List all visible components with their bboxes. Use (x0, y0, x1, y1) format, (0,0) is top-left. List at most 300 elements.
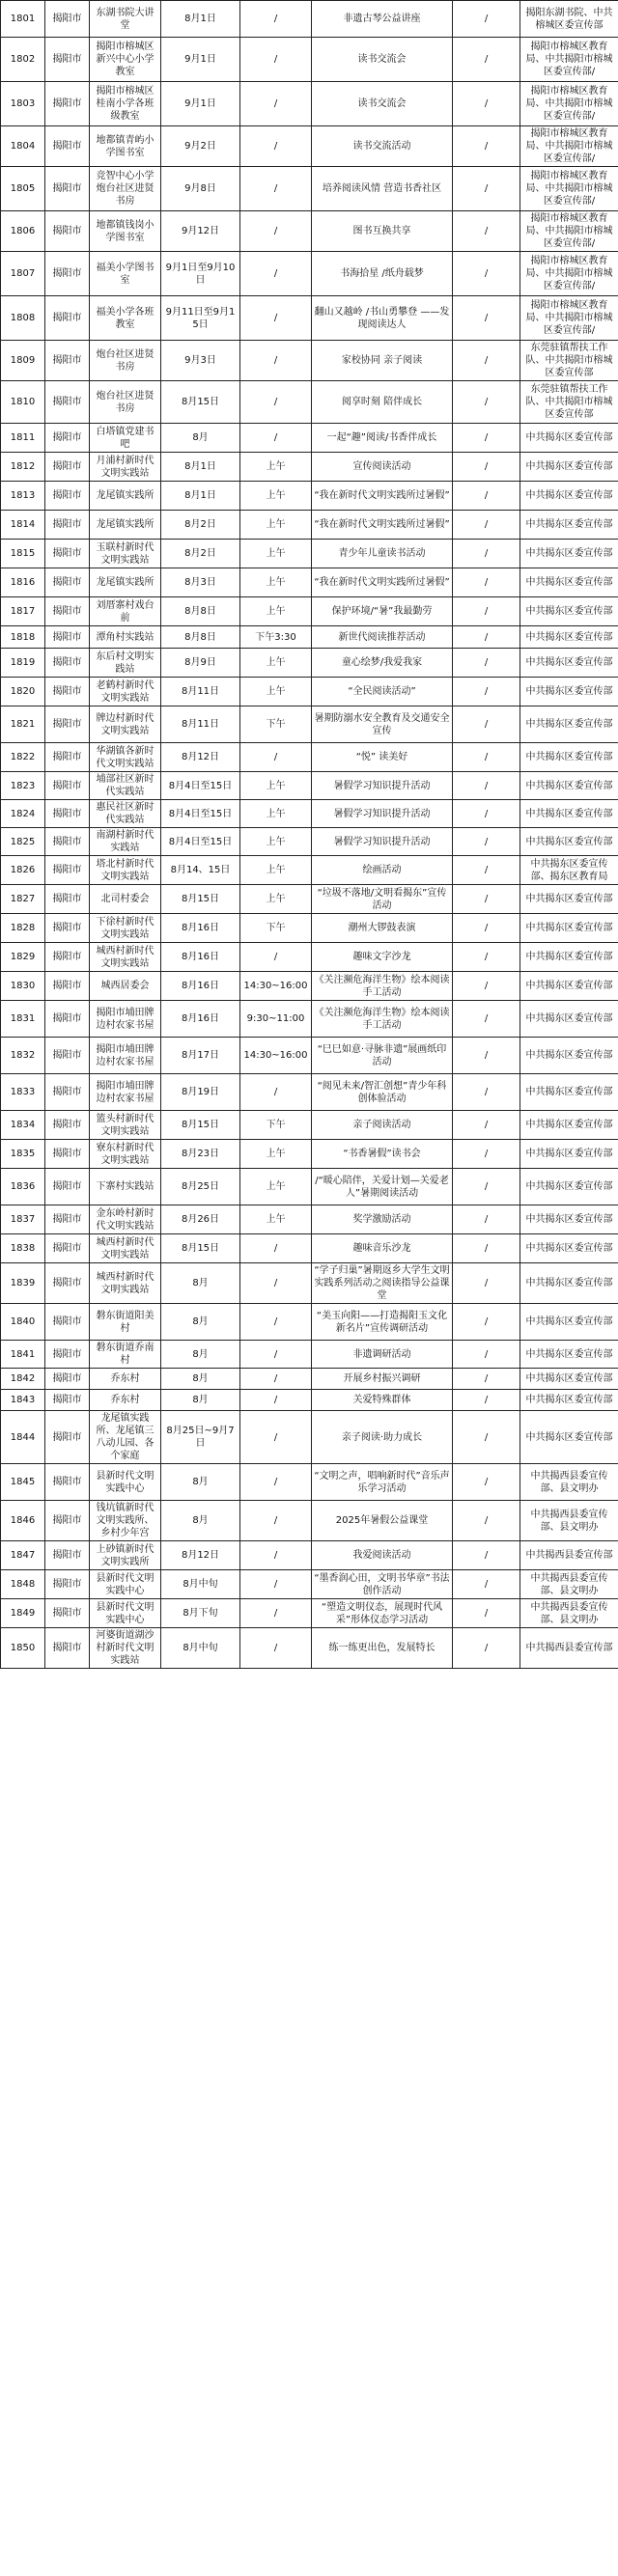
cell-time: / (240, 1501, 312, 1541)
cell-org: 东莞驻镇帮扶工作队、中共揭阳市榕城区委宣传部 (520, 341, 618, 381)
cell-date: 8月 (161, 1464, 240, 1501)
cell-name: 童心绘梦/我爱我家 (312, 649, 453, 678)
cell-name: “巳巳如意·寻脉非遗”展画纸印活动 (312, 1038, 453, 1074)
cell-city: 揭阳市 (45, 943, 90, 972)
cell-name: “文明之声，唱响新时代”音乐声乐学习活动 (312, 1464, 453, 1501)
table-row (1, 1038, 618, 1074)
cell-extra: / (453, 1074, 520, 1111)
cell-name: “塑造文明仪态，展现时代风采”形体仪态学习活动 (312, 1599, 453, 1628)
cell-num: 1836 (1, 1169, 45, 1205)
cell-place: 城西村新时代文明实践站 (90, 1263, 161, 1304)
table-row (1, 540, 618, 568)
cell-name: 保护环境/“暑”我最勤劳 (312, 597, 453, 626)
cell-num: 1802 (1, 38, 45, 82)
cell-date: 8月中旬 (161, 1570, 240, 1599)
cell-num: 1848 (1, 1570, 45, 1599)
cell-place: 上砂镇新时代文明实践所 (90, 1541, 161, 1570)
cell-name: 读书交流活动 (312, 126, 453, 167)
cell-place: 磐东街道乔南村 (90, 1341, 161, 1369)
cell-num: 1813 (1, 482, 45, 511)
cell-date: 8月26日 (161, 1205, 240, 1234)
cell-num: 1815 (1, 540, 45, 568)
cell-time: 上午 (240, 649, 312, 678)
cell-city: 揭阳市 (45, 1169, 90, 1205)
cell-name: 暑假学习知识提升活动 (312, 800, 453, 828)
cell-city: 揭阳市 (45, 649, 90, 678)
table-row (1, 167, 618, 211)
table-row (1, 381, 618, 424)
cell-name: 2025年暑假公益课堂 (312, 1501, 453, 1541)
cell-extra: / (453, 800, 520, 828)
cell-place: 埔部社区新时代实践站 (90, 772, 161, 800)
cell-name: 练一练更出色，发展特长 (312, 1628, 453, 1669)
cell-place: 金东岭村新时代文明实践站 (90, 1205, 161, 1234)
cell-num: 1841 (1, 1341, 45, 1369)
cell-date: 8月19日 (161, 1074, 240, 1111)
cell-date: 9月8日 (161, 167, 240, 211)
cell-place: 东湖书院大讲堂 (90, 1, 161, 38)
table-row (1, 1599, 618, 1628)
table-row (1, 1411, 618, 1464)
cell-time: 上午 (240, 568, 312, 597)
cell-extra: / (453, 211, 520, 252)
cell-num: 1809 (1, 341, 45, 381)
cell-date: 8月25日 (161, 1169, 240, 1205)
cell-time: 上午 (240, 885, 312, 914)
cell-date: 9月12日 (161, 211, 240, 252)
cell-name: “阅见未来/智汇创想”青少年科创体验活动 (312, 1074, 453, 1111)
cell-name: 奖学激励活动 (312, 1205, 453, 1234)
table-row (1, 1074, 618, 1111)
cell-org: 中共揭东区委宣传部 (520, 1140, 618, 1169)
cell-date: 8月15日 (161, 1234, 240, 1263)
cell-org: 揭阳市榕城区教育局、中共揭阳市榕城区委宣传部/ (520, 82, 618, 126)
cell-name: 宣传阅读活动 (312, 453, 453, 482)
table-row (1, 211, 618, 252)
cell-num: 1849 (1, 1599, 45, 1628)
cell-extra: / (453, 1234, 520, 1263)
table-row (1, 341, 618, 381)
cell-num: 1803 (1, 82, 45, 126)
cell-num: 1811 (1, 424, 45, 453)
cell-extra: / (453, 1599, 520, 1628)
cell-city: 揭阳市 (45, 424, 90, 453)
cell-time: / (240, 1390, 312, 1411)
table-row (1, 1341, 618, 1369)
cell-city: 揭阳市 (45, 211, 90, 252)
cell-city: 揭阳市 (45, 540, 90, 568)
cell-time: / (240, 1599, 312, 1628)
table-row (1, 743, 618, 772)
cell-name: “书香暑假”读书会 (312, 1140, 453, 1169)
cell-date: 8月12日 (161, 1541, 240, 1570)
cell-city: 揭阳市 (45, 800, 90, 828)
cell-org: 中共揭东区委宣传部 (520, 743, 618, 772)
cell-place: 南湖村新时代实践站 (90, 828, 161, 856)
cell-name: 关爱特殊群体 (312, 1390, 453, 1411)
cell-time: 上午 (240, 453, 312, 482)
cell-num: 1814 (1, 511, 45, 540)
cell-extra: / (453, 1464, 520, 1501)
cell-city: 揭阳市 (45, 38, 90, 82)
cell-date: 8月 (161, 1390, 240, 1411)
cell-num: 1829 (1, 943, 45, 972)
cell-date: 8月中旬 (161, 1628, 240, 1669)
cell-place: 华湖镇各新时代文明实践站 (90, 743, 161, 772)
cell-org: 中共揭西县委宣传部、县文明办 (520, 1501, 618, 1541)
table-row (1, 828, 618, 856)
cell-name: 非遗古琴公益讲座 (312, 1, 453, 38)
cell-org: 揭阳市榕城区教育局、中共揭阳市榕城区委宣传部/ (520, 126, 618, 167)
cell-num: 1823 (1, 772, 45, 800)
cell-date: 9月1日 (161, 82, 240, 126)
cell-place: 炮台社区进贤书房 (90, 341, 161, 381)
cell-extra: / (453, 1001, 520, 1038)
cell-num: 1833 (1, 1074, 45, 1111)
cell-name: 图书互换共享 (312, 211, 453, 252)
cell-place: 乔东村 (90, 1369, 161, 1390)
cell-org: 中共揭西县委宣传部、县文明办 (520, 1599, 618, 1628)
cell-date: 9月1日 (161, 38, 240, 82)
cell-place: 白塔镇党建书吧 (90, 424, 161, 453)
cell-city: 揭阳市 (45, 1205, 90, 1234)
cell-extra: / (453, 1111, 520, 1140)
cell-num: 1828 (1, 914, 45, 943)
cell-org: 中共揭东区委宣传部 (520, 453, 618, 482)
cell-num: 1810 (1, 381, 45, 424)
cell-city: 揭阳市 (45, 828, 90, 856)
cell-city: 揭阳市 (45, 1599, 90, 1628)
cell-date: 8月11日 (161, 678, 240, 706)
table-row (1, 1570, 618, 1599)
cell-city: 揭阳市 (45, 1390, 90, 1411)
cell-date: 8月 (161, 1341, 240, 1369)
cell-num: 1826 (1, 856, 45, 885)
cell-date: 8月23日 (161, 1140, 240, 1169)
cell-place: 下徐村新时代文明实践站 (90, 914, 161, 943)
cell-city: 揭阳市 (45, 1341, 90, 1369)
cell-time: / (240, 943, 312, 972)
cell-name: “学子归巢”暑期返乡大学生文明实践系列活动之阅读指导公益课堂 (312, 1263, 453, 1304)
cell-extra: / (453, 885, 520, 914)
cell-time: / (240, 1464, 312, 1501)
cell-extra: / (453, 1341, 520, 1369)
table-row (1, 772, 618, 800)
cell-time: / (240, 252, 312, 296)
cell-city: 揭阳市 (45, 511, 90, 540)
table-row (1, 424, 618, 453)
cell-city: 揭阳市 (45, 678, 90, 706)
table-row (1, 1234, 618, 1263)
cell-name: 阅享时刻 陪伴成长 (312, 381, 453, 424)
cell-extra: / (453, 972, 520, 1001)
cell-time: / (240, 341, 312, 381)
cell-date: 8月16日 (161, 1001, 240, 1038)
cell-num: 1845 (1, 1464, 45, 1501)
cell-city: 揭阳市 (45, 772, 90, 800)
cell-org: 中共揭东区委宣传部 (520, 1390, 618, 1411)
cell-place: 炮台社区进贤书房 (90, 381, 161, 424)
cell-org: 中共揭东区委宣传部 (520, 597, 618, 626)
cell-num: 1822 (1, 743, 45, 772)
cell-org: 中共揭东区委宣传部 (520, 885, 618, 914)
cell-num: 1808 (1, 296, 45, 341)
table-row (1, 1263, 618, 1304)
table-row (1, 706, 618, 743)
cell-num: 1805 (1, 167, 45, 211)
cell-city: 揭阳市 (45, 482, 90, 511)
cell-city: 揭阳市 (45, 1111, 90, 1140)
cell-name: “美玉向阳——打造揭阳玉文化新名片”宣传调研活动 (312, 1304, 453, 1341)
cell-num: 1817 (1, 597, 45, 626)
cell-org: 中共揭东区委宣传部 (520, 482, 618, 511)
cell-num: 1819 (1, 649, 45, 678)
cell-time: / (240, 296, 312, 341)
cell-org: 中共揭东区委宣传部 (520, 772, 618, 800)
cell-city: 揭阳市 (45, 296, 90, 341)
cell-num: 1850 (1, 1628, 45, 1669)
cell-extra: / (453, 381, 520, 424)
cell-extra: / (453, 568, 520, 597)
cell-name: “垃圾不落地/文明看揭东”宣传活动 (312, 885, 453, 914)
table-row (1, 1501, 618, 1541)
table-row (1, 1304, 618, 1341)
cell-city: 揭阳市 (45, 1628, 90, 1669)
cell-num: 1844 (1, 1411, 45, 1464)
cell-date: 8月1日 (161, 1, 240, 38)
cell-date: 8月16日 (161, 943, 240, 972)
cell-time: 下午 (240, 914, 312, 943)
cell-date: 9月2日 (161, 126, 240, 167)
cell-date: 8月 (161, 1501, 240, 1541)
cell-place: 县新时代文明实践中心 (90, 1570, 161, 1599)
cell-org: 中共揭东区委宣传部 (520, 1369, 618, 1390)
cell-place: 县新时代文明实践中心 (90, 1464, 161, 1501)
cell-city: 揭阳市 (45, 252, 90, 296)
cell-org: 中共揭西县委宣传部 (520, 1628, 618, 1669)
cell-date: 8月4日至15日 (161, 800, 240, 828)
table-row (1, 800, 618, 828)
cell-num: 1812 (1, 453, 45, 482)
cell-city: 揭阳市 (45, 167, 90, 211)
cell-place: 揭阳市埔田牌边村农家书屋 (90, 1074, 161, 1111)
table-row (1, 885, 618, 914)
table-row (1, 1169, 618, 1205)
cell-city: 揭阳市 (45, 1570, 90, 1599)
cell-num: 1821 (1, 706, 45, 743)
cell-extra: / (453, 706, 520, 743)
cell-time: 下午3:30 (240, 626, 312, 649)
cell-time: / (240, 1, 312, 38)
cell-extra: / (453, 626, 520, 649)
cell-time: / (240, 1074, 312, 1111)
cell-org: 中共揭东区委宣传部 (520, 1111, 618, 1140)
cell-org: 中共揭东区委宣传部 (520, 568, 618, 597)
table-body (1, 1, 618, 1669)
cell-place: 钱坑镇新时代文明实践所、乡村少年宫 (90, 1501, 161, 1541)
cell-place: 老鹤村新时代文明实践站 (90, 678, 161, 706)
cell-time: 上午 (240, 540, 312, 568)
table-row (1, 126, 618, 167)
cell-time: 上午 (240, 678, 312, 706)
cell-name: 家校协同 亲子阅读 (312, 341, 453, 381)
cell-city: 揭阳市 (45, 914, 90, 943)
cell-city: 揭阳市 (45, 341, 90, 381)
table-row (1, 1, 618, 38)
cell-name: 暑假学习知识提升活动 (312, 828, 453, 856)
cell-extra: / (453, 1140, 520, 1169)
cell-place: 揭阳市埔田牌边村农家书屋 (90, 1001, 161, 1038)
cell-city: 揭阳市 (45, 1411, 90, 1464)
cell-name: 我爱阅读活动 (312, 1541, 453, 1570)
cell-date: 8月2日 (161, 540, 240, 568)
cell-time: / (240, 82, 312, 126)
cell-city: 揭阳市 (45, 82, 90, 126)
table-row (1, 38, 618, 82)
cell-num: 1825 (1, 828, 45, 856)
cell-place: 县新时代文明实践中心 (90, 1599, 161, 1628)
cell-extra: / (453, 828, 520, 856)
cell-date: 8月9日 (161, 649, 240, 678)
table-row (1, 1140, 618, 1169)
cell-extra: / (453, 1369, 520, 1390)
cell-name: 读书交流会 (312, 82, 453, 126)
cell-time: / (240, 743, 312, 772)
cell-extra: / (453, 453, 520, 482)
cell-name: 暑期防溺水安全教育及交通安全宣传 (312, 706, 453, 743)
cell-num: 1818 (1, 626, 45, 649)
cell-org: 中共揭东区委宣传部 (520, 649, 618, 678)
cell-org: 揭阳市榕城区教育局、中共揭阳市榕城区委宣传部/ (520, 38, 618, 82)
cell-extra: / (453, 424, 520, 453)
cell-name: 亲子阅读活动 (312, 1111, 453, 1140)
cell-city: 揭阳市 (45, 1304, 90, 1341)
cell-place: 城西村新时代文明实践站 (90, 943, 161, 972)
cell-city: 揭阳市 (45, 743, 90, 772)
cell-time: / (240, 424, 312, 453)
cell-org: 中共揭西县委宣传部 (520, 1541, 618, 1570)
cell-city: 揭阳市 (45, 972, 90, 1001)
cell-place: 北司村委会 (90, 885, 161, 914)
cell-extra: / (453, 1304, 520, 1341)
cell-org: 中共揭东区委宣传部 (520, 1205, 618, 1234)
cell-place: 竞智中心小学炮台社区进贤书房 (90, 167, 161, 211)
cell-time: / (240, 211, 312, 252)
cell-city: 揭阳市 (45, 597, 90, 626)
cell-date: 8月16日 (161, 972, 240, 1001)
cell-extra: / (453, 649, 520, 678)
cell-time: 上午 (240, 1205, 312, 1234)
cell-time: 上午 (240, 597, 312, 626)
cell-time: / (240, 1304, 312, 1341)
table-row (1, 1464, 618, 1501)
cell-time: 上午 (240, 772, 312, 800)
cell-num: 1843 (1, 1390, 45, 1411)
cell-org: 揭阳东湖书院、中共榕城区委宣传部 (520, 1, 618, 38)
cell-date: 8月11日 (161, 706, 240, 743)
cell-org: 中共揭东区委宣传部 (520, 1341, 618, 1369)
cell-city: 揭阳市 (45, 381, 90, 424)
cell-place: 揭阳市埔田牌边村农家书屋 (90, 1038, 161, 1074)
cell-name: 绘画活动 (312, 856, 453, 885)
cell-date: 8月14、15日 (161, 856, 240, 885)
cell-name: 潮州大锣鼓表演 (312, 914, 453, 943)
cell-org: 揭阳市榕城区教育局、中共揭阳市榕城区委宣传部/ (520, 211, 618, 252)
cell-city: 揭阳市 (45, 126, 90, 167)
cell-city: 揭阳市 (45, 1234, 90, 1263)
cell-org: 中共揭西县委宣传部、县文明办 (520, 1464, 618, 1501)
cell-time: 下午 (240, 1111, 312, 1140)
cell-place: 寮东村新时代文明实践站 (90, 1140, 161, 1169)
cell-date: 8月1日 (161, 482, 240, 511)
table-row (1, 511, 618, 540)
cell-city: 揭阳市 (45, 1, 90, 38)
cell-date: 8月15日 (161, 381, 240, 424)
table-row (1, 1541, 618, 1570)
table-row (1, 626, 618, 649)
cell-org: 中共揭东区委宣传部 (520, 1169, 618, 1205)
cell-place: 潭角村实践站 (90, 626, 161, 649)
cell-num: 1831 (1, 1001, 45, 1038)
table-row (1, 296, 618, 341)
cell-name: “我在新时代文明实践所过暑假” (312, 511, 453, 540)
cell-org: 中共揭东区委宣传部 (520, 540, 618, 568)
cell-org: 中共揭东区委宣传部 (520, 914, 618, 943)
cell-city: 揭阳市 (45, 706, 90, 743)
table-row (1, 597, 618, 626)
cell-place: 月浦村新时代文明实践站 (90, 453, 161, 482)
cell-place: 龙尾镇实践所 (90, 482, 161, 511)
cell-extra: / (453, 252, 520, 296)
cell-time: / (240, 1263, 312, 1304)
cell-date: 8月15日 (161, 885, 240, 914)
cell-time: / (240, 167, 312, 211)
cell-name: 开展乡村振兴调研 (312, 1369, 453, 1390)
cell-city: 揭阳市 (45, 1464, 90, 1501)
cell-org: 中共揭东区委宣传部 (520, 800, 618, 828)
cell-city: 揭阳市 (45, 885, 90, 914)
cell-num: 1804 (1, 126, 45, 167)
table-row (1, 1001, 618, 1038)
cell-time: / (240, 1570, 312, 1599)
cell-org: 中共揭东区委宣传部 (520, 828, 618, 856)
cell-place: 东后村文明实践站 (90, 649, 161, 678)
cell-org: 中共揭东区委宣传部 (520, 424, 618, 453)
cell-org: 中共揭东区委宣传部 (520, 943, 618, 972)
cell-num: 1830 (1, 972, 45, 1001)
cell-date: 8月 (161, 424, 240, 453)
cell-time: 上午 (240, 800, 312, 828)
cell-time: 上午 (240, 856, 312, 885)
cell-name: 青少年儿童读书活动 (312, 540, 453, 568)
cell-date: 8月15日 (161, 1111, 240, 1140)
cell-date: 8月8日 (161, 626, 240, 649)
cell-place: 磐东街道阳美村 (90, 1304, 161, 1341)
cell-num: 1837 (1, 1205, 45, 1234)
cell-time: 上午 (240, 1169, 312, 1205)
cell-date: 9月3日 (161, 341, 240, 381)
cell-num: 1842 (1, 1369, 45, 1390)
cell-name: 翻山又越岭 /书山勇攀登 ——发现阅读达人 (312, 296, 453, 341)
cell-city: 揭阳市 (45, 1038, 90, 1074)
cell-num: 1807 (1, 252, 45, 296)
cell-name: 培养阅读风情 营造书香社区 (312, 167, 453, 211)
cell-place: 地都镇钱岗小学图书室 (90, 211, 161, 252)
table-row (1, 1390, 618, 1411)
cell-city: 揭阳市 (45, 1140, 90, 1169)
cell-time: 14:30~16:00 (240, 1038, 312, 1074)
cell-name: 书海拾星 /纸舟载梦 (312, 252, 453, 296)
